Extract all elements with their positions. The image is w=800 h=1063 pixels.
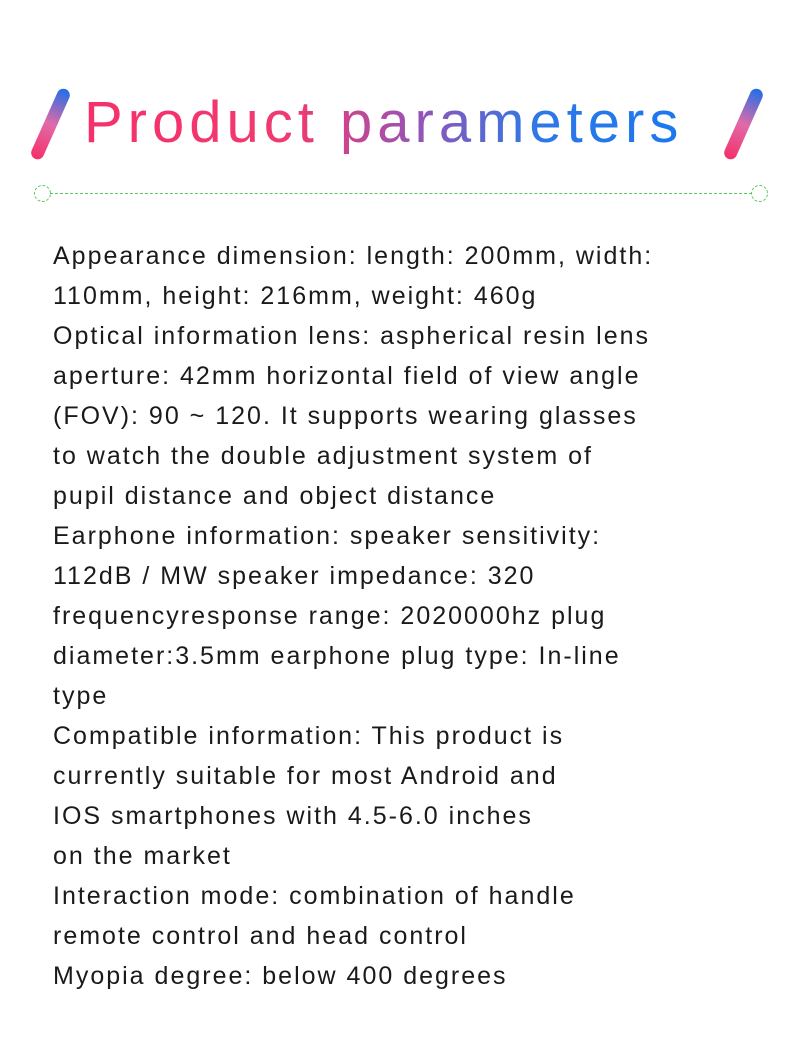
text-line: (FOV): 90 ~ 120. It supports wearing glasses	[53, 402, 638, 430]
text-line: frequencyresponse range: 2020000hz plug	[53, 602, 607, 630]
text-line: aperture: 42mm horizontal field of view angle	[53, 362, 641, 390]
text-line: Appearance dimension: length: 200mm, width:	[53, 242, 654, 270]
text-line: Optical information lens: aspherical resin lens	[53, 322, 651, 350]
text-line: remote control and head control	[53, 922, 468, 950]
text-line: on the market	[53, 842, 232, 870]
divider-line	[50, 193, 752, 194]
text-line: type	[53, 682, 109, 710]
dashed-divider	[34, 185, 768, 203]
title-row	[0, 88, 800, 158]
divider-circle-left-icon	[34, 185, 51, 202]
text-line: diameter:3.5mm earphone plug type: In-line	[53, 642, 621, 670]
text-line: currently suitable for most Android and	[53, 762, 558, 790]
divider-circle-right-icon	[751, 185, 768, 202]
decorative-slash-right-icon	[722, 87, 765, 162]
text-line: pupil distance and object distance	[53, 482, 497, 510]
text-line: Compatible information: This product is	[53, 722, 565, 750]
text-line: to watch the double adjustment system of	[53, 442, 593, 470]
page-title: Product parameters	[84, 88, 683, 158]
decorative-slash-left-icon	[29, 87, 72, 162]
text-line: Interaction mode: combination of handle	[53, 882, 576, 910]
text-line: 112dB / MW speaker impedance: 320	[53, 562, 536, 590]
text-line: IOS smartphones with 4.5-6.0 inches	[53, 802, 533, 830]
text-line: 110mm, height: 216mm, weight: 460g	[53, 282, 538, 310]
parameters-text	[53, 236, 773, 996]
text-line: Myopia degree: below 400 degrees	[53, 962, 508, 990]
text-line: Earphone information: speaker sensitivity:	[53, 522, 602, 550]
